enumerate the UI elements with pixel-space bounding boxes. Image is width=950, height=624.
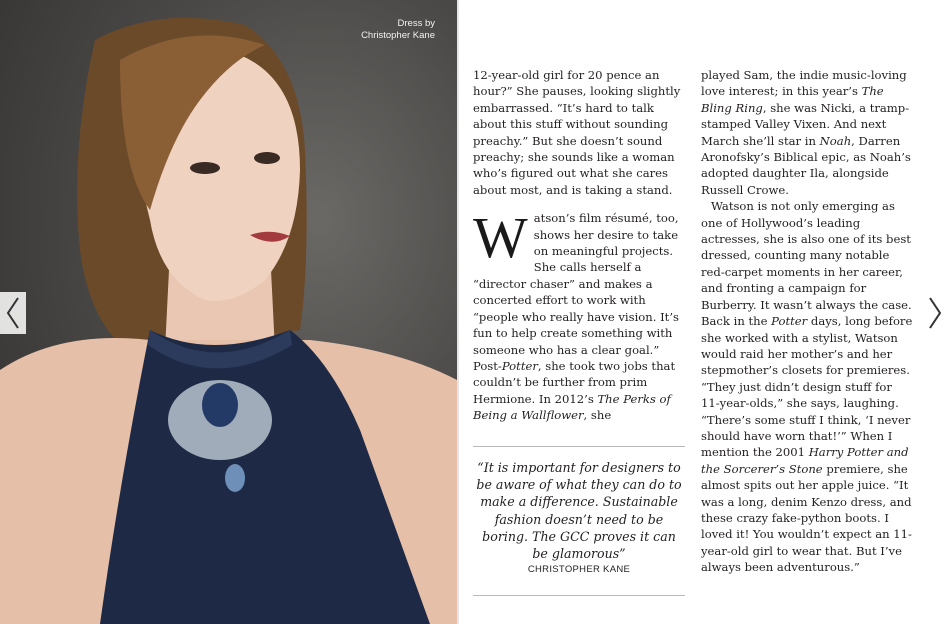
italic-title: The Bling Ring [701,84,884,115]
italic-title: The Perks of Being a Wallflower [473,391,671,423]
text-run: , Darren Aronofsky’s Biblical epic, as Noah’s adopted daughter Ila, alongside Russell Crowe. [701,133,911,197]
text-run: Watson is not only emerging as one of Hollywood’s leading actresses, she is also one of its best dressed, counting many notable red-carpet moments in her career, and fronting a campaign for Burberry. It wasn’t always the case. Back in the [701,199,912,329]
text-run: days, long before she worked with a stylist, Watson would raid her mother’s and her stepmother’s closets for premieres. “They just didn’t design stuff for 11-year-olds,” she says, laughing. “There’s some stuff I think, ‘I never should have worn that!’” When I mention the 2001 [701,314,913,460]
text-run: premiere, she almost spits out her apple juice. “It was a long, denim Kenzo dress, and these crazy fake-python boots. I loved it! You wouldn’t expect an 11-year-old girl to wear that. But I’ve always been adventurous.” [701,461,912,575]
italic-title: Noah [819,133,852,148]
text-run: , she was Nicki, a tramp-stamped Valley Vixen. And next March she’ll star in [701,100,910,148]
next-page-button[interactable] [922,292,948,334]
page-spine [457,0,459,624]
italic-title: Potter [501,358,538,373]
text-run: , she [583,408,612,423]
article-paragraph [701,67,914,198]
text-run: , she took two jobs that couldn’t be further from prim Hermione. In 2012’s [473,358,676,406]
article-paragraph [701,198,914,575]
article-column-1 [473,67,685,424]
text-run: played Sam, the indie music-loving love interest; in this year’s [701,68,907,99]
italic-title: Potter [771,314,808,329]
cover-photo [0,0,457,624]
pull-quote [473,446,685,596]
previous-page-button[interactable] [0,292,26,334]
article-paragraph [473,205,685,423]
pull-quote-author: CHRISTOPHER KANE [527,564,631,576]
drop-cap: W [473,205,528,271]
photo-credit-caption [361,18,435,42]
article-column-2 [701,67,914,576]
chevron-left-icon [6,296,20,330]
pull-quote-text: “It is important for designers to be aware of what they can do to make a difference. Sustainable fashion doesn’t need to be boring. The GCC proves it can be glamorous” [476,460,682,562]
caption-line: Dress by [397,18,435,29]
article-paragraph: 12-year-old girl for 20 pence an hour?” She pauses, looking slightly embarrassed. “It’s hard to talk about this stuff without sounding preachy.” But she doesn’t sound preachy; she sounds like a woman who’s figured out what she cares about most, and is taking a stand. [473,68,681,197]
caption-line: Christopher Kane [361,30,435,41]
portrait-illustration [0,0,457,624]
chevron-right-icon [928,296,942,330]
italic-title: Harry Potter and the Sorcerer’s Stone [701,445,909,476]
text-run: atson’s film résumé, too, shows her desire to take on meaningful projects. She calls herself a “director chaser” and makes a concerted effort to work with “people who really have vision. It’s fun to help create something with someone who has a clear goal.” Post- [473,211,679,373]
